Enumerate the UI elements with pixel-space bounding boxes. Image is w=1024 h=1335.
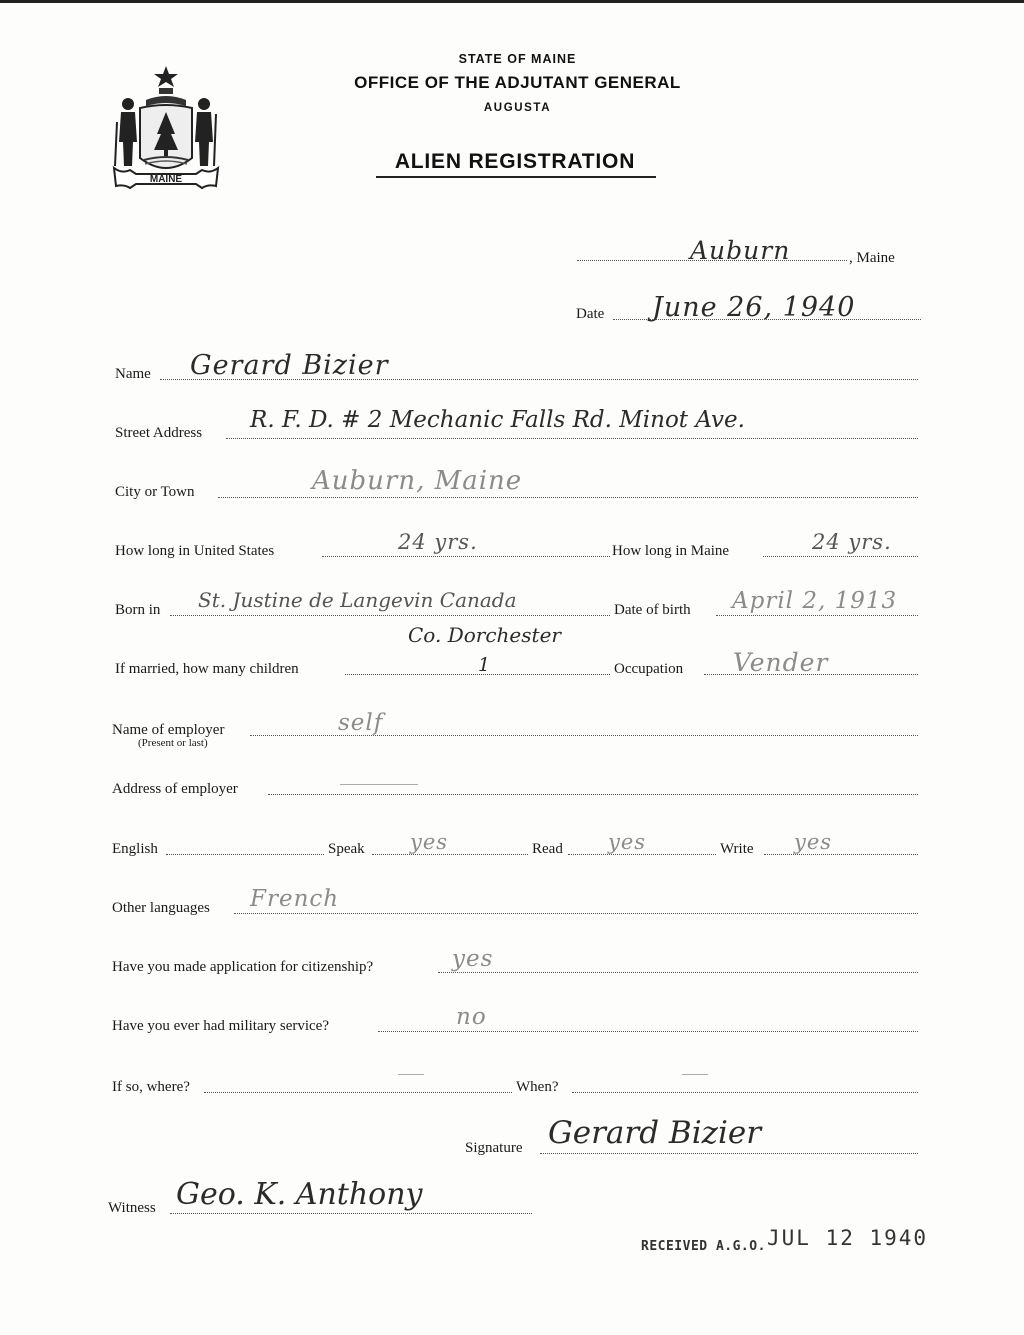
years-maine-label: How long in Maine <box>612 543 730 559</box>
read-label: Read <box>532 841 563 857</box>
maine-state-seal-icon <box>112 62 220 192</box>
years-maine-entry: 24 yrs. <box>812 530 892 554</box>
when-line <box>572 1092 918 1093</box>
write-line <box>764 854 918 855</box>
street-label: Street Address <box>115 425 203 441</box>
write-entry: yes <box>794 830 833 854</box>
read-line <box>568 854 716 855</box>
date-entry: June 26, 1940 <box>652 292 856 323</box>
received-stamp-label: RECEIVED A.G.O. <box>641 1239 766 1254</box>
employer-entry: self <box>338 710 384 736</box>
citizenship-label: Have you made application for citizenship? <box>112 959 374 975</box>
signature-entry: Gerard Bizier <box>548 1115 762 1151</box>
header-state: STATE OF MAINE <box>458 52 577 66</box>
name-label: Name <box>115 366 151 382</box>
occupation-label: Occupation <box>614 661 684 677</box>
birthplace-entry: St. Justine de Langevin Canada <box>198 588 517 612</box>
city-label: City or Town <box>115 484 195 500</box>
years-us-entry: 24 yrs. <box>398 530 478 554</box>
received-stamp-date: JUL 12 1940 <box>767 1226 929 1250</box>
military-label: Have you ever had military service? <box>112 1018 329 1034</box>
city-line <box>218 497 918 498</box>
employer-address-dash <box>340 784 418 785</box>
place-suffix-label: , Maine <box>849 250 895 266</box>
svg-text:MAINE: MAINE <box>149 174 183 185</box>
citizenship-line <box>438 972 918 973</box>
years-maine-line <box>763 556 918 557</box>
other-languages-label: Other languages <box>112 900 210 916</box>
date-label: Date <box>576 306 605 322</box>
military-entry: no <box>456 1004 487 1030</box>
header-city: AUGUSTA <box>483 102 552 114</box>
born-in-line <box>170 615 610 616</box>
other-languages-entry: French <box>250 886 340 912</box>
employer-sublabel: (Present or last) <box>138 737 208 749</box>
employer-address-label: Address of employer <box>112 781 238 797</box>
employer-label: Name of employer <box>112 722 225 738</box>
military-line <box>378 1031 918 1032</box>
dob-label: Date of birth <box>614 602 691 618</box>
english-line <box>166 854 324 855</box>
where-dash <box>398 1074 424 1075</box>
city-entry: Auburn, Maine <box>312 466 523 496</box>
place-entry: Auburn <box>690 236 791 265</box>
dob-entry: April 2, 1913 <box>732 588 898 614</box>
speak-entry: yes <box>410 830 449 854</box>
street-line <box>226 438 918 439</box>
speak-line <box>372 854 528 855</box>
title-underline <box>376 176 656 178</box>
signature-line <box>540 1153 918 1154</box>
write-label: Write <box>720 841 754 857</box>
years-us-line <box>322 556 610 557</box>
witness-line <box>170 1213 532 1214</box>
dob-line <box>716 615 918 616</box>
when-label: When? <box>516 1079 559 1095</box>
born-in-label: Born in <box>115 602 161 618</box>
english-label: English <box>112 841 158 857</box>
read-entry: yes <box>608 830 647 854</box>
speak-label: Speak <box>328 841 365 857</box>
scan-top-edge <box>0 0 1024 3</box>
where-line <box>204 1092 512 1093</box>
occupation-entry: Vender <box>733 648 829 677</box>
other-languages-line <box>234 913 918 914</box>
children-entry: 1 <box>478 654 492 676</box>
years-us-label: How long in United States <box>115 543 275 559</box>
when-dash <box>682 1074 708 1075</box>
name-entry: Gerard Bizier <box>190 350 389 381</box>
form-title: ALIEN REGISTRATION <box>394 150 636 173</box>
header-office: OFFICE OF THE ADJUTANT GENERAL <box>354 73 681 92</box>
witness-entry: Geo. K. Anthony <box>176 1177 423 1212</box>
children-label: If married, how many children <box>115 661 299 677</box>
witness-label: Witness <box>108 1200 156 1216</box>
signature-label: Signature <box>465 1140 523 1156</box>
street-entry: R. F. D. # 2 Mechanic Falls Rd. Minot Ave. <box>250 407 745 433</box>
where-label: If so, where? <box>112 1079 190 1095</box>
citizenship-entry: yes <box>452 946 494 972</box>
birthplace-county-entry: Co. Dorchester <box>408 623 561 647</box>
employer-address-line <box>268 794 918 795</box>
